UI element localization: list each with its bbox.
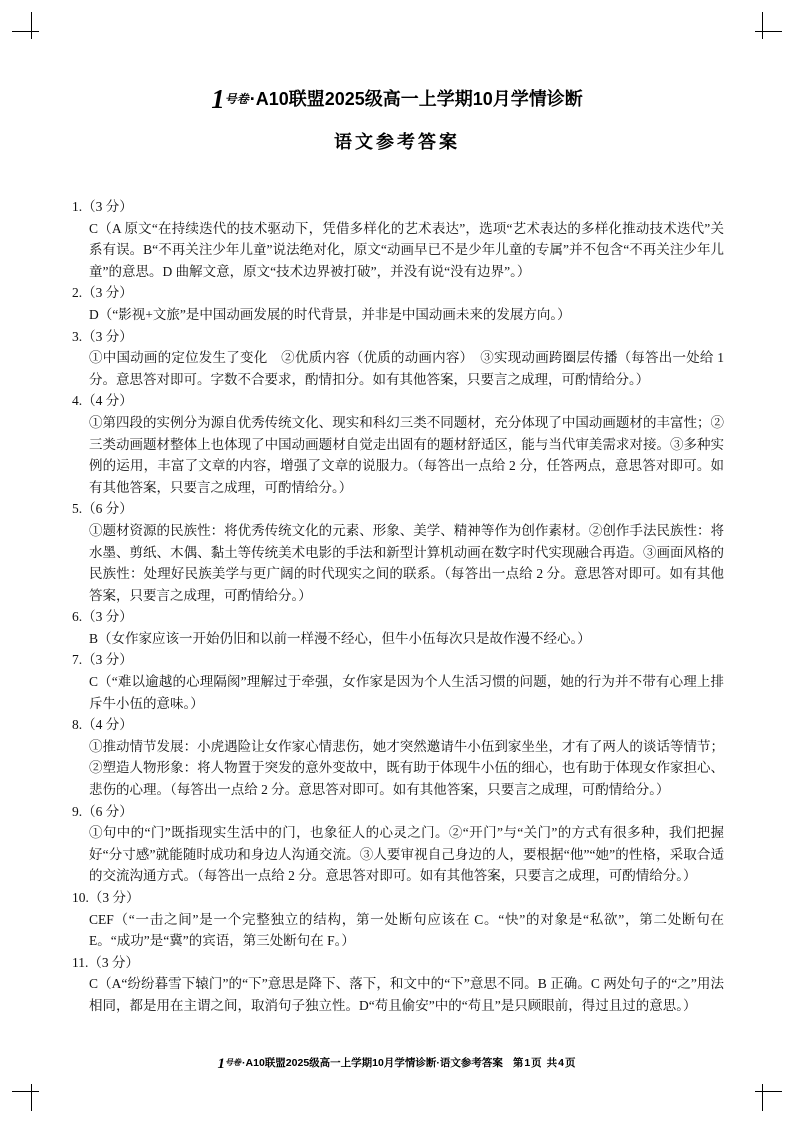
answer-item-9 <box>72 801 724 887</box>
answer-item-11 <box>72 952 724 1017</box>
page-footer <box>0 1055 794 1073</box>
item-number: 2.（3 分） <box>72 285 133 301</box>
item-content: ①题材资源的民族性：将优秀传统文化的元素、形象、美学、精神等作为创作素材。②创作手法民族性：将水墨、剪纸、木偶、黏土等传统美术电影的手法和新型计算机动画在数字时代实现融合再造。③画面风格的民族性：处理好民族美学与更广阔的时代现实之间的联系。（每答出一点给 2 分。意思答对即可。如有其他答案，只要言之成理，可酌情给分。） <box>89 522 724 603</box>
item-content: D（“影视+文旅”是中国动画发展的时代背景，并非是中国动画未来的发展方向。） <box>89 306 571 322</box>
item-number: 4.（4 分） <box>72 393 133 409</box>
crop-mark-bottom-left-vertical <box>31 1084 32 1111</box>
crop-mark-top-left-vertical <box>31 12 32 39</box>
item-number: 5.（6 分） <box>72 501 133 517</box>
page-subtitle: 语文参考答案 <box>334 132 460 152</box>
answer-item-5 <box>72 498 724 606</box>
crop-mark-top-left-horizontal <box>12 31 39 32</box>
item-content: C（“难以逾越的心理隔阂”理解过于牵强，女作家是因为个人生活习惯的问题，她的行为并不带有心理上排斥牛小伍的意味。） <box>89 674 724 711</box>
item-content: ①第四段的实例分为源自优秀传统文化、现实和科幻三类不同题材，充分体现了中国动画题材的丰富性；②三类动画题材整体上也体现了中国动画题材自觉走出固有的题材舒适区，能与当代审美需求对接。③多种实例的运用，丰富了文章的内容，增强了文章的说服力。（每答出一点给 2 分，任答两点，意思答对即可。如有其他答案，只要言之成理，可酌情给分。） <box>89 414 724 495</box>
answer-item-4 <box>72 390 724 498</box>
page-title <box>0 84 794 115</box>
item-number: 1.（3 分） <box>72 199 133 214</box>
item-content: B（女作家应该一开始仍旧和以前一样漫不经心，但牛小伍每次只是故作漫不经心。） <box>89 630 591 646</box>
crop-mark-bottom-right-vertical <box>762 1084 763 1111</box>
item-number: 8.（4 分） <box>72 717 133 733</box>
item-number: 3.（3 分） <box>72 328 133 344</box>
document-header <box>0 84 794 154</box>
crop-mark-top-right-vertical <box>762 12 763 39</box>
crop-mark-bottom-right-horizontal <box>755 1091 782 1092</box>
item-number: 9.（6 分） <box>72 803 133 819</box>
item-number: 11.（3 分） <box>72 954 139 970</box>
title-text: ·A10联盟2025级高一上学期10月学情诊断 <box>249 89 583 109</box>
answer-item-8 <box>72 714 724 800</box>
item-content: ①推动情节发展：小虎遇险让女作家心情悲伤，她才突然邀请牛小伍到家坐坐，才有了两人的谈话等情节；②塑造人物形象：将人物置于突发的意外变故中，既有助于体现牛小伍的细心，也有助于体现女作家担心、悲伤的心理。（每答出一点给 2 分。意思答对即可。如有其他答案，只要言之成理，可酌情给分。） <box>89 738 724 798</box>
exam-brand-logo <box>211 84 250 115</box>
answer-item-6 <box>72 606 724 649</box>
logo-numeral: 1 <box>211 84 224 114</box>
footer-text: ·A10联盟2025级高一上学期10月学情诊断·语文参考答案 <box>242 1057 503 1069</box>
answers-body <box>72 196 724 1017</box>
item-number: 10.（3 分） <box>72 890 140 905</box>
crop-mark-bottom-left-horizontal <box>12 1091 39 1092</box>
crop-mark-top-right-horizontal <box>755 31 782 32</box>
answer-item-1 <box>72 196 724 282</box>
answer-item-3 <box>72 326 724 391</box>
item-content: ①中国动画的定位发生了变化 ②优质内容（优质的动画内容） ③实现动画跨圈层传播（每答出一处给 1 分。意思答对即可。字数不合要求，酌情扣分。如有其他答案，只要言之成理，可酌情给分。） <box>89 350 724 387</box>
logo-characters: 号卷 <box>225 1058 242 1067</box>
answer-item-10 <box>72 887 724 952</box>
item-content: ①句中的“门”既指现实生活中的门，也象征人的心灵之门。②“开门”与“关门”的方式有很多种，我们把握好“分寸感”就能随时成功和身边人沟通交流。③人要审视自己身边的人，要根据“他”“她”的性格，采取合适的交流沟通方式。（每答出一点给 2 分。意思答对即可。如有其他答案，只要言之成理，可酌情给分。） <box>89 825 724 884</box>
answer-item-2 <box>72 282 724 325</box>
logo-numeral: 1 <box>217 1056 225 1072</box>
item-number: 7.（3 分） <box>72 652 133 668</box>
footer-brand-logo <box>218 1056 243 1073</box>
item-number: 6.（3 分） <box>72 609 133 625</box>
item-content: C（A“纷纷暮雪下辕门”的“下”意思是降下、落下，和文中的“下”意思不同。B 正确。C 两处句子的“之”用法相同，都是用在主谓之间，取消句子独立性。D“苟且偷安”中的“苟且”是只顾眼前，得过且过的意思。） <box>89 976 724 1013</box>
answer-item-7 <box>72 649 724 714</box>
footer-page-info: 第1页 共4页 <box>512 1057 577 1069</box>
logo-characters: 号卷 <box>224 92 249 106</box>
item-content: C（A 原文“在持续迭代的技术驱动下，凭借多样化的艺术表达”，选项“艺术表达的多样化推动技术迭代”关系有误。B“不再关注少年儿童”说法绝对化，原文“动画早已不是少年儿童的专属”并不包含“不再关注少年儿童”的意思。D 曲解文意，原文“技术边界被打破”，并没有说“没有边界”。） <box>89 220 724 279</box>
item-content: CEF（“一击之间”是一个完整独立的结构，第一处断句应该在 C。“快”的对象是“私欲”，第二处断句在 E。“成功”是“冀”的宾语，第三处断句在 F。） <box>89 911 724 949</box>
